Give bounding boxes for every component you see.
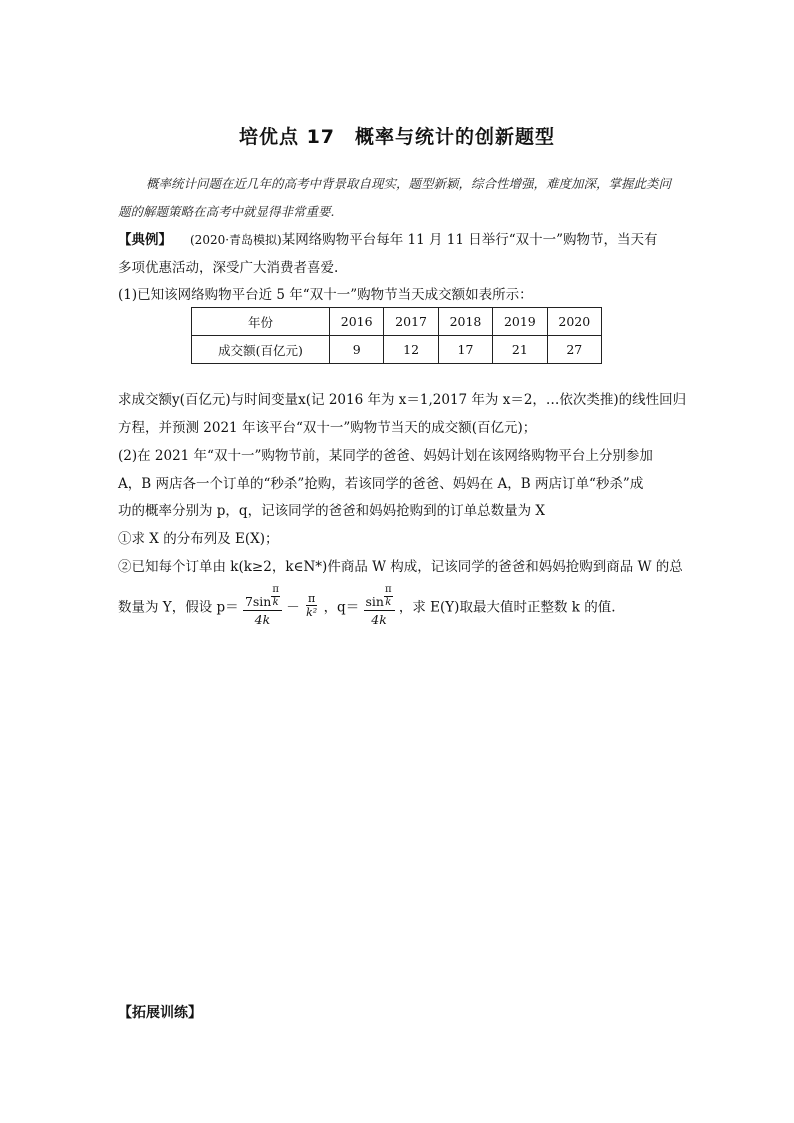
q-numerator — [364, 584, 395, 611]
page-title: 培优点 17 概率与统计的创新题型 — [238, 126, 556, 148]
sales-table — [191, 307, 602, 364]
p-fraction — [243, 584, 282, 627]
example-line-2: 多项优惠活动，深受广大消费者喜爱. — [118, 260, 339, 276]
table-cell: 27 — [547, 336, 601, 364]
table-header-amount: 成交额(百亿元) — [192, 336, 330, 364]
sub-question-2: ②已知每个订单由 k(k≥2，k∈N*)件商品 W 构成，记该同学的爸爸和妈妈抢购到商品 W 的总 — [118, 559, 683, 575]
extension-heading: 【拓展训练】 — [118, 1005, 202, 1021]
table-cell: 2018 — [438, 308, 492, 336]
minus-sign: － — [286, 599, 300, 616]
pi-over-k — [271, 584, 280, 609]
pi-symbol: π — [384, 584, 392, 595]
q-numerator-sin: sin — [365, 594, 384, 609]
q-denominator: 4k — [371, 612, 387, 627]
formula-prefix: 数量为 Y，假设 p＝ — [118, 599, 239, 616]
part2-line-2: A，B 两店各一个订单的“秒杀”抢购，若该同学的爸爸、妈妈在 A，B 两店订单“秒杀”成 — [118, 476, 644, 492]
example-text-1: 某网络购物平台每年 11 月 11 日举行“双十一”购物节，当天有 — [281, 232, 658, 248]
table-cell: 2017 — [384, 308, 438, 336]
k-squared: k² — [306, 606, 318, 619]
formula-line — [118, 584, 616, 627]
example-line-1 — [118, 228, 658, 248]
question1-line-2: 方程，并预测 2021 年该平台“双十一”购物节当天的成交额(百亿元)； — [118, 420, 537, 436]
table-cell: 2019 — [493, 308, 547, 336]
q-text: ，q＝ — [323, 599, 360, 616]
table-cell: 2020 — [547, 308, 601, 336]
question1-line-1: 求成交额y(百亿元)与时间变量x(记 2016 年为 x＝1,2017 年为 x＝2，…依次类推)的线性回归 — [118, 392, 687, 408]
example-tag: 【典例】 — [118, 232, 172, 248]
sub-question-1: ①求 X 的分布列及 E(X)； — [118, 531, 279, 547]
pi-symbol: π — [272, 584, 279, 595]
table-cell: 2016 — [330, 308, 384, 336]
table-cell: 12 — [384, 336, 438, 364]
pi-over-k — [384, 584, 393, 609]
example-source: (2020·青岛模拟) — [190, 233, 282, 247]
p-numerator-coef: 7sin — [244, 594, 272, 609]
formula-suffix: ，求 E(Y)取最大值时正整数 k 的值. — [398, 599, 616, 616]
pi-symbol: π — [308, 592, 316, 605]
table-cell: 9 — [330, 336, 384, 364]
k-symbol: k — [272, 597, 279, 608]
table-cell: 17 — [438, 336, 492, 364]
pi-over-k2 — [306, 592, 317, 619]
q-fraction — [364, 584, 395, 627]
k-symbol: k — [385, 597, 392, 608]
table-cell: 21 — [493, 336, 547, 364]
table-header-year: 年份 — [192, 308, 330, 336]
part2-line-3: 功的概率分别为 p，q，记该同学的爸爸和妈妈抢购到的订单总数量为 X — [118, 503, 545, 519]
part1-intro: (1)已知该网络购物平台近 5 年“双十一”购物节当天成交额如表所示： — [118, 287, 533, 303]
part2-line-1: (2)在 2021 年“双十一”购物节前，某同学的爸爸、妈妈计划在该网络购物平台上分别参加 — [118, 448, 653, 464]
intro-paragraph: 概率统计问题在近几年的高考中背景取自现实，题型新颖，综合性增强，难度加深，掌握此类问题的解题策略在高考中就显得非常重要. — [118, 176, 672, 219]
table-row — [192, 308, 602, 336]
p-denominator: 4k — [254, 612, 271, 627]
p-numerator — [243, 584, 282, 611]
table-row — [192, 336, 602, 364]
